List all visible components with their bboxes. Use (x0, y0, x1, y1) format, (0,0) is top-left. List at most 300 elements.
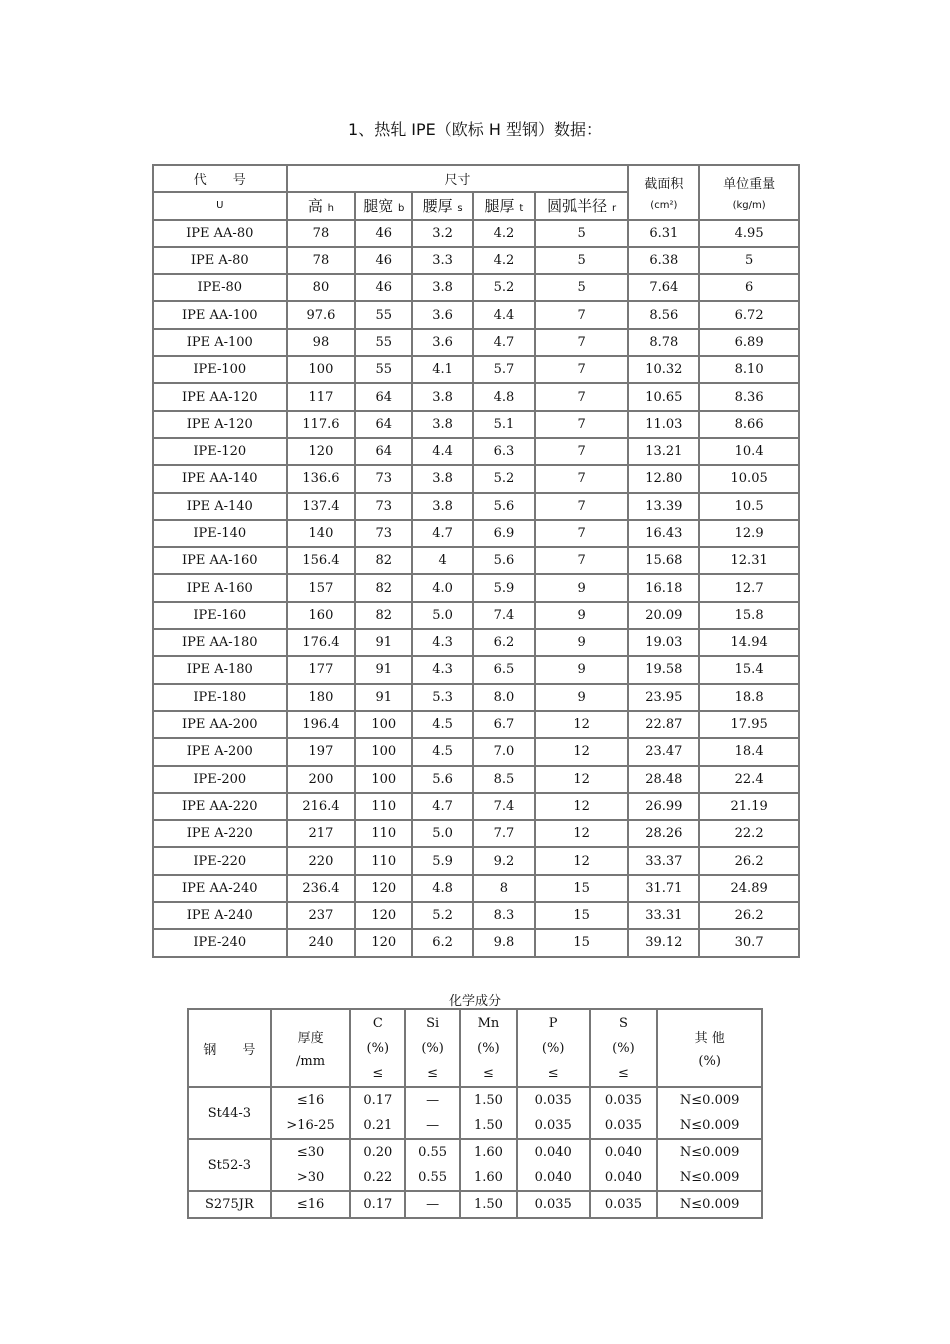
table-cell: 5.1 (473, 411, 535, 438)
cell-value: 0.040 (604, 1170, 643, 1185)
table-cell: 26.2 (699, 902, 799, 929)
table-cell: 136.6 (287, 465, 356, 492)
table-cell: 20.09 (628, 602, 699, 629)
table-cell: 33.31 (628, 902, 699, 929)
header-si: Si (%) ≤ (405, 1009, 460, 1087)
table-cell (460, 1191, 517, 1218)
table-cell: 46 (355, 220, 412, 247)
header-weight: 单位重量 (kg/m) (699, 165, 799, 220)
table-cell: 5.2 (473, 465, 535, 492)
table-cell: 7.0 (473, 738, 535, 765)
table-cell: 4.95 (699, 220, 799, 247)
cell-value: 0.040 (604, 1145, 643, 1160)
table-cell: 98 (287, 329, 356, 356)
table-row (153, 738, 799, 765)
header-size: 尺寸 (287, 165, 629, 192)
table-cell: IPE AA-120 (153, 383, 287, 410)
table-row (153, 574, 799, 601)
table-cell: IPE A-100 (153, 329, 287, 356)
table-cell: 10.5 (699, 493, 799, 520)
table-cell: 6.89 (699, 329, 799, 356)
cell-value: 0.040 (534, 1170, 572, 1185)
table-cell: 18.8 (699, 684, 799, 711)
header-other: 其 他 (%) (657, 1009, 762, 1087)
header-code: 代 号 (153, 165, 287, 192)
table-cell: 7 (535, 383, 629, 410)
table-cell: 100 (355, 738, 412, 765)
table-cell: 9 (535, 656, 629, 683)
table-cell: 97.6 (287, 301, 356, 328)
table-cell: 3.8 (412, 411, 473, 438)
table-cell: 10.4 (699, 438, 799, 465)
table-cell: 82 (355, 602, 412, 629)
table-cell: 15 (535, 875, 629, 902)
table-cell: 5.0 (412, 820, 473, 847)
table-cell (460, 1087, 517, 1139)
table-cell: 12 (535, 711, 629, 738)
table-cell: IPE-160 (153, 602, 287, 629)
table-cell: 9 (535, 684, 629, 711)
table-row (153, 411, 799, 438)
table-cell: IPE A-140 (153, 493, 287, 520)
table-row (153, 684, 799, 711)
cell-value: N≤0.009 (679, 1170, 740, 1185)
table-cell: 9 (535, 629, 629, 656)
table-cell: 160 (287, 602, 356, 629)
header-radius: 圆弧半径 r (535, 192, 629, 219)
table-cell: 22.4 (699, 766, 799, 793)
table-row (153, 247, 799, 274)
table-cell: IPE AA-140 (153, 465, 287, 492)
table-cell: 120 (355, 902, 412, 929)
cell-value: 0.035 (534, 1093, 572, 1108)
table-cell: 91 (355, 684, 412, 711)
table-cell: 100 (287, 356, 356, 383)
cell-value: 0.22 (363, 1170, 393, 1185)
table-cell: 15.4 (699, 656, 799, 683)
table-cell: 4.3 (412, 656, 473, 683)
table-cell: 12 (535, 766, 629, 793)
table-cell: 39.12 (628, 929, 699, 956)
table-cell: 5.7 (473, 356, 535, 383)
table-cell: 8.3 (473, 902, 535, 929)
table-cell: 10.32 (628, 356, 699, 383)
header-flange-thickness: 腿厚 t (473, 192, 535, 219)
table-cell: 78 (287, 247, 356, 274)
cell-value: 0.035 (604, 1118, 643, 1133)
table-cell: 120 (355, 929, 412, 956)
table-cell: 15.8 (699, 602, 799, 629)
table-cell: IPE A-240 (153, 902, 287, 929)
table-row (153, 465, 799, 492)
table-cell: 13.39 (628, 493, 699, 520)
table-cell: 4.2 (473, 220, 535, 247)
table-cell: 12 (535, 793, 629, 820)
table-cell: 216.4 (287, 793, 356, 820)
table-cell: 23.95 (628, 684, 699, 711)
table-cell: 4.1 (412, 356, 473, 383)
table-cell: 13.21 (628, 438, 699, 465)
table-cell (657, 1191, 762, 1218)
table-row (153, 711, 799, 738)
table-row (188, 1087, 762, 1139)
table-cell: 5.9 (412, 847, 473, 874)
table-cell: 7.4 (473, 602, 535, 629)
table-cell: 6.7 (473, 711, 535, 738)
header-s: S (%) ≤ (590, 1009, 658, 1087)
table-cell: 7 (535, 520, 629, 547)
table-cell: IPE-140 (153, 520, 287, 547)
table-cell: 5 (535, 247, 629, 274)
table-cell: 4.3 (412, 629, 473, 656)
table-cell: IPE-120 (153, 438, 287, 465)
steel-grade: St44-3 (188, 1087, 271, 1139)
table-cell: 4.5 (412, 711, 473, 738)
table-cell: 117 (287, 383, 356, 410)
table-cell: 180 (287, 684, 356, 711)
table-cell: 8.10 (699, 356, 799, 383)
table-cell: 64 (355, 411, 412, 438)
table-cell: IPE AA-220 (153, 793, 287, 820)
table-cell: 28.26 (628, 820, 699, 847)
table-cell: 91 (355, 656, 412, 683)
table-cell: 6.5 (473, 656, 535, 683)
cell-value: 0.17 (363, 1093, 393, 1108)
cell-value: 0.035 (604, 1093, 643, 1108)
table-cell: 5.2 (412, 902, 473, 929)
table-cell: 7 (535, 411, 629, 438)
table-cell: 15 (535, 929, 629, 956)
cell-value: N≤0.009 (679, 1118, 740, 1133)
table-cell: 8.36 (699, 383, 799, 410)
cell-value: 1.50 (473, 1197, 503, 1212)
table-cell: IPE-80 (153, 274, 287, 301)
cell-value: ≤30 (296, 1145, 325, 1160)
header-p: P (%) ≤ (517, 1009, 590, 1087)
table-row (153, 629, 799, 656)
table-row (153, 438, 799, 465)
table-row (188, 1191, 762, 1218)
cell-value: 1.60 (473, 1170, 503, 1185)
table-cell: 100 (355, 711, 412, 738)
cell-value: — (426, 1093, 440, 1108)
table-cell (517, 1191, 590, 1218)
table-row (153, 220, 799, 247)
table-cell: 80 (287, 274, 356, 301)
table-cell: 73 (355, 520, 412, 547)
table-cell: IPE A-180 (153, 656, 287, 683)
table-cell: 22.87 (628, 711, 699, 738)
table-cell: 7.7 (473, 820, 535, 847)
table-cell: 7 (535, 493, 629, 520)
table-cell: IPE-180 (153, 684, 287, 711)
chemical-composition-table (187, 1008, 763, 1219)
table-cell: IPE-100 (153, 356, 287, 383)
table-cell: 110 (355, 793, 412, 820)
header-c: C (%) ≤ (350, 1009, 405, 1087)
header-height: 高 h (287, 192, 356, 219)
cell-value: ≤16 (296, 1197, 325, 1212)
table-cell: 30.7 (699, 929, 799, 956)
cell-value: 0.55 (418, 1145, 448, 1160)
table-cell: 197 (287, 738, 356, 765)
cell-value: N≤0.009 (679, 1145, 740, 1160)
table-cell (657, 1139, 762, 1191)
table-cell (271, 1191, 351, 1218)
table-cell: 3.3 (412, 247, 473, 274)
table-cell: 236.4 (287, 875, 356, 902)
cell-value: ≤16 (296, 1093, 325, 1108)
table-cell: 3.2 (412, 220, 473, 247)
table-cell: 55 (355, 301, 412, 328)
table-cell: 73 (355, 493, 412, 520)
table-cell: 3.8 (412, 383, 473, 410)
table-cell: IPE AA-100 (153, 301, 287, 328)
table-cell: 8.0 (473, 684, 535, 711)
table-cell: 26.99 (628, 793, 699, 820)
table-cell: 7 (535, 356, 629, 383)
table-cell: 91 (355, 629, 412, 656)
table-cell: 4.0 (412, 574, 473, 601)
table-cell: 24.89 (699, 875, 799, 902)
table-cell: 7 (535, 438, 629, 465)
table-cell: 5.6 (412, 766, 473, 793)
table-cell: 11.03 (628, 411, 699, 438)
table-cell: 220 (287, 847, 356, 874)
table-cell (405, 1139, 460, 1191)
table-cell: 12 (535, 820, 629, 847)
table-cell: 100 (355, 766, 412, 793)
cell-value: >16-25 (286, 1118, 335, 1133)
header-mn: Mn (%) ≤ (460, 1009, 517, 1087)
cell-value: 0.035 (534, 1197, 572, 1212)
ipe-data-table (152, 164, 800, 958)
table-cell: 176.4 (287, 629, 356, 656)
chemical-table-caption: 化学成分 (448, 994, 501, 1009)
cell-value: 0.20 (363, 1145, 393, 1160)
table-cell: 7 (535, 301, 629, 328)
table-cell: 16.43 (628, 520, 699, 547)
table-cell: 4.8 (473, 383, 535, 410)
table-cell: 7 (535, 329, 629, 356)
table-cell: 5 (535, 220, 629, 247)
table-cell (657, 1087, 762, 1139)
table-cell: 6.38 (628, 247, 699, 274)
table-cell: IPE A-120 (153, 411, 287, 438)
table-cell (350, 1191, 405, 1218)
table-cell (405, 1087, 460, 1139)
table-row (153, 766, 799, 793)
table-row (153, 929, 799, 956)
table-cell: 46 (355, 247, 412, 274)
table-cell: 4.7 (473, 329, 535, 356)
table-cell: IPE-220 (153, 847, 287, 874)
table-cell: IPE AA-180 (153, 629, 287, 656)
table-cell (405, 1191, 460, 1218)
table-cell: 21.19 (699, 793, 799, 820)
table-cell: 120 (287, 438, 356, 465)
cell-value: 0.17 (363, 1197, 393, 1212)
table-cell: 217 (287, 820, 356, 847)
table-cell: 4.4 (473, 301, 535, 328)
table-cell: 3.8 (412, 274, 473, 301)
table-cell: 8.78 (628, 329, 699, 356)
table-cell: 55 (355, 356, 412, 383)
table-cell: 6.31 (628, 220, 699, 247)
cell-value: >30 (296, 1170, 325, 1185)
table-cell: 110 (355, 847, 412, 874)
table-cell: 10.65 (628, 383, 699, 410)
table-cell: 22.2 (699, 820, 799, 847)
table-cell: 64 (355, 438, 412, 465)
table-cell: IPE A-80 (153, 247, 287, 274)
table-cell: 200 (287, 766, 356, 793)
table-cell: 156.4 (287, 547, 356, 574)
cell-value: 0.040 (534, 1145, 572, 1160)
steel-grade: St52-3 (188, 1139, 271, 1191)
table-row (153, 656, 799, 683)
table-row (153, 602, 799, 629)
table-cell: 16.18 (628, 574, 699, 601)
table-cell: 8.56 (628, 301, 699, 328)
table-cell: IPE A-160 (153, 574, 287, 601)
table-cell: 5.0 (412, 602, 473, 629)
table-row (153, 902, 799, 929)
table-cell: 4 (412, 547, 473, 574)
cell-value: N≤0.009 (679, 1197, 740, 1212)
cell-value: — (426, 1118, 440, 1133)
table-cell: 5.6 (473, 547, 535, 574)
table-cell: 14.94 (699, 629, 799, 656)
header-grade: 钢 号 (188, 1009, 271, 1087)
table-cell: 7.4 (473, 793, 535, 820)
table-cell: 9 (535, 574, 629, 601)
table-cell: 6.2 (412, 929, 473, 956)
table-cell: 6 (699, 274, 799, 301)
table-cell: IPE AA-240 (153, 875, 287, 902)
header-flange-width: 腿宽 b (355, 192, 412, 219)
table-cell: 82 (355, 574, 412, 601)
cell-value: N≤0.009 (679, 1093, 740, 1108)
table-cell: 12.7 (699, 574, 799, 601)
table-cell: 9.2 (473, 847, 535, 874)
cell-value: 0.035 (534, 1118, 572, 1133)
table-row (188, 1139, 762, 1191)
table-cell: 7 (535, 465, 629, 492)
table-cell: 5 (699, 247, 799, 274)
table-cell: IPE AA-80 (153, 220, 287, 247)
header-thickness: 厚度 /mm (271, 1009, 351, 1087)
table-cell (590, 1087, 658, 1139)
table-row (153, 875, 799, 902)
table-cell: 73 (355, 465, 412, 492)
table-cell: IPE-200 (153, 766, 287, 793)
table-cell: IPE-240 (153, 929, 287, 956)
table-cell: 3.6 (412, 329, 473, 356)
table-row (153, 493, 799, 520)
table-cell: 78 (287, 220, 356, 247)
table-cell: 3.8 (412, 493, 473, 520)
cell-value: 1.50 (473, 1118, 503, 1133)
cell-value: 1.50 (473, 1093, 503, 1108)
table-cell (590, 1191, 658, 1218)
table-cell: 12.9 (699, 520, 799, 547)
table-cell: 12 (535, 847, 629, 874)
table-cell: 12.31 (699, 547, 799, 574)
table-cell (350, 1087, 405, 1139)
table-cell: 28.48 (628, 766, 699, 793)
table-cell: IPE A-200 (153, 738, 287, 765)
table-cell (271, 1087, 351, 1139)
table-cell: 237 (287, 902, 356, 929)
table-row (153, 793, 799, 820)
table-cell: 4.8 (412, 875, 473, 902)
table-cell: 17.95 (699, 711, 799, 738)
table-cell: 19.03 (628, 629, 699, 656)
table-cell: 12.80 (628, 465, 699, 492)
table-row (153, 383, 799, 410)
table-cell: 12 (535, 738, 629, 765)
table-cell: 4.7 (412, 520, 473, 547)
table-cell (517, 1139, 590, 1191)
table-cell: 120 (355, 875, 412, 902)
table-cell: IPE AA-200 (153, 711, 287, 738)
table-cell: IPE A-220 (153, 820, 287, 847)
table-cell: 31.71 (628, 875, 699, 902)
table-cell: 3.8 (412, 465, 473, 492)
cell-value: 0.21 (363, 1118, 393, 1133)
page-title: 1、热轧 IPE（欧标 H 型钢）数据： (348, 120, 602, 139)
table-cell: 8.5 (473, 766, 535, 793)
table-cell: 10.05 (699, 465, 799, 492)
table-cell: 240 (287, 929, 356, 956)
table-cell: 6.2 (473, 629, 535, 656)
table-cell: 4.7 (412, 793, 473, 820)
table-cell: 3.6 (412, 301, 473, 328)
table-cell: 33.37 (628, 847, 699, 874)
table-row (153, 547, 799, 574)
table-cell: IPE AA-160 (153, 547, 287, 574)
table-cell: 23.47 (628, 738, 699, 765)
table-cell: 64 (355, 383, 412, 410)
table-cell: 8.66 (699, 411, 799, 438)
table-row (153, 329, 799, 356)
table-cell: 196.4 (287, 711, 356, 738)
table-row (153, 820, 799, 847)
table-cell: 18.4 (699, 738, 799, 765)
table-cell (460, 1139, 517, 1191)
table-cell: 9.8 (473, 929, 535, 956)
table-cell: 9 (535, 602, 629, 629)
steel-grade: S275JR (188, 1191, 271, 1218)
cell-value: 0.035 (604, 1197, 643, 1212)
header-area: 截面积 (cm²) (628, 165, 699, 220)
table-cell: 137.4 (287, 493, 356, 520)
table-cell: 55 (355, 329, 412, 356)
table-cell: 6.9 (473, 520, 535, 547)
table-cell: 19.58 (628, 656, 699, 683)
header-code-sub: U (153, 192, 287, 219)
table-cell: 4.4 (412, 438, 473, 465)
table-cell: 15 (535, 902, 629, 929)
table-cell (271, 1139, 351, 1191)
table-cell: 82 (355, 547, 412, 574)
table-cell (517, 1087, 590, 1139)
table-cell: 5.9 (473, 574, 535, 601)
table-row (153, 301, 799, 328)
cell-value: 0.55 (418, 1170, 448, 1185)
cell-value: 1.60 (473, 1145, 503, 1160)
